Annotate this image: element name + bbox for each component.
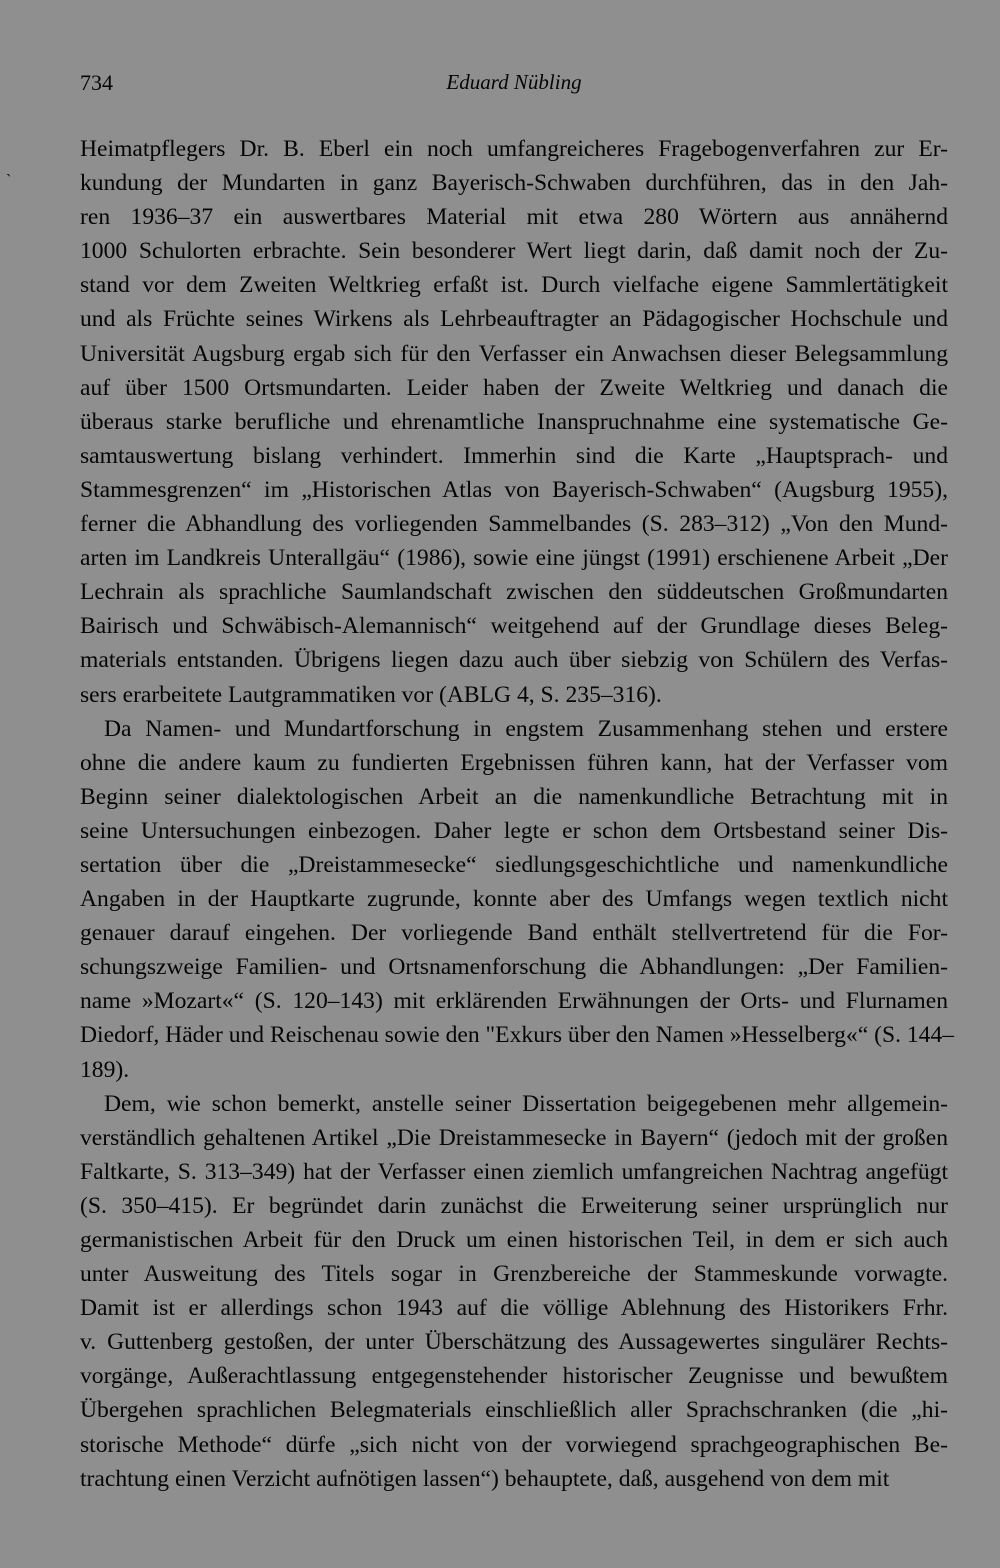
text-line: überaus starke berufliche und ehrenamtliche Inanspruchnahme eine systematische Ge-: [80, 408, 948, 435]
text-line: ferner die Abhandlung des vorliegenden Sammelbandes (S. 283–312) „Von den Mund-: [80, 511, 948, 538]
running-title: Eduard Nübling: [446, 70, 582, 94]
text-line: ren 1936–37 ein auswertbares Material mit etwa 280 Wörtern aus annähernd: [80, 204, 948, 231]
text-line: auf über 1500 Ortsmundarten. Leider haben der Zweite Weltkrieg und danach die: [80, 374, 948, 401]
text-line: 189).: [80, 1056, 130, 1083]
text-line: verständlich gehaltenen Artikel „Die Dreistammesecke in Bayern“ (jedoch mit der großen: [80, 1124, 948, 1151]
text-line: Diedorf, Häder und Reischenau sowie den "Exkurs über den Namen »Hesselberg«“ (S. 144–: [80, 1022, 955, 1049]
text-line: Dem, wie schon bemerkt, anstelle seiner Dissertation beigegebenen mehr allgemein-: [104, 1090, 948, 1117]
text-line: schungszweige Familien- und Ortsnamenforschung die Abhandlungen: „Der Familien-: [80, 954, 948, 981]
paragraph: [80, 132, 948, 712]
paragraph: [80, 1087, 948, 1496]
text-line: sers erarbeitete Lautgrammatiken vor (ABLG 4, S. 235–316).: [80, 681, 662, 708]
text-line: Da Namen- und Mundartforschung in engstem Zusammenhang stehen und erstere: [104, 715, 948, 742]
text-line: Damit ist er allerdings schon 1943 auf die völlige Ablehnung des Historikers Frhr.: [80, 1295, 948, 1322]
text-line: trachtung einen Verzicht aufnötigen lassen“) behauptete, daß, ausgehend von dem mit: [80, 1465, 890, 1492]
text-line: materials entstanden. Übrigens liegen dazu auch über siebzig von Schülern des Verfas-: [80, 647, 948, 674]
text-line: vorgänge, Außerachtlassung entgegenstehender historischer Zeugnisse und bewußtem: [80, 1363, 948, 1390]
text-line: Stammesgrenzen“ im „Historischen Atlas von Bayerisch-Schwaben“ (Augsburg 1955),: [80, 476, 948, 503]
text-line: ohne die andere kaum zu fundierten Ergebnissen führen kann, hat der Verfasser vom: [80, 749, 948, 776]
text-line: samtauswertung bislang verhindert. Immerhin sind die Karte „Hauptsprach- und: [80, 442, 948, 469]
text-line: und als Früchte seines Wirkens als Lehrbeauftragter an Pädagogischer Hochschule und: [80, 306, 948, 333]
text-line: Beginn seiner dialektologischen Arbeit an die namenkundliche Betrachtung mit in: [80, 783, 948, 810]
text-line: (S. 350–415). Er begründet darin zunächst die Erweiterung seiner ursprünglich nur: [80, 1192, 948, 1219]
text-line: 1000 Schulorten erbrachte. Sein besonderer Wert liegt darin, daß damit noch der Zu-: [80, 238, 948, 265]
text-line: germanistischen Arbeit für den Druck um einen historischen Teil, in dem er sich auch: [80, 1227, 948, 1253]
text-line: unter Ausweitung des Titels sogar in Grenzbereiche der Stammeskunde vorwagte.: [80, 1261, 948, 1288]
text-line: stand vor dem Zweiten Weltkrieg erfaßt ist. Durch vielfache eigene Sammlertätigkeit: [80, 272, 948, 299]
paragraph: [80, 712, 955, 1087]
text-line: arten im Landkreis Unterallgäu“ (1986), sowie eine jüngst (1991) erschienene Arbeit „Der: [80, 545, 948, 572]
text-line: sertation über die „Dreistammesecke“ siedlungsgeschichtliche und namenkundliche: [80, 851, 948, 878]
text-line: kundung der Mundarten in ganz Bayerisch-Schwaben durchführen, das in den Jah-: [80, 170, 948, 197]
text-line: Heimatpflegers Dr. B. Eberl ein noch umfangreicheres Fragebogenverfahren zur Er-: [80, 136, 948, 162]
text-line: seine Untersuchungen einbezogen. Daher legte er schon dem Ortsbestand seiner Dis-: [80, 817, 948, 844]
text-line: Lechrain als sprachliche Saumlandschaft zwischen den süddeutschen Großmundarten: [80, 579, 948, 606]
text-line: name »Mozart«“ (S. 120–143) mit erklärenden Erwähnungen der Orts- und Flurnamen: [80, 988, 948, 1015]
text-line: Universität Augsburg ergab sich für den Verfasser ein Anwachsen dieser Belegsammlung: [80, 340, 948, 367]
text-line: Angaben in der Hauptkarte zugrunde, konnte aber des Umfangs wegen textlich nicht: [80, 886, 948, 913]
text-line: storische Methode“ dürfe „sich nicht von der vorwiegend sprachgeographischen Be-: [80, 1431, 948, 1458]
page-number: 734: [80, 70, 113, 95]
text-line: Faltkarte, S. 313–349) hat der Verfasser einen ziemlich umfangreichen Nachtrag angefügt: [80, 1158, 948, 1185]
text-line: Bairisch und Schwäbisch-Alemannisch“ weitgehend auf der Grundlage dieses Beleg-: [80, 613, 948, 640]
text-line: genauer darauf eingehen. Der vorliegende Band enthält stellvertretend für die For-: [80, 920, 948, 947]
text-line: v. Guttenberg gestoßen, der unter Überschätzung des Aussagewertes singulärer Rechts-: [80, 1329, 948, 1356]
text-line: Übergehen sprachlichen Belegmaterials einschließlich aller Sprachschranken (die „hi-: [80, 1397, 948, 1424]
body-text: [80, 132, 955, 1496]
stray-mark: ˋ: [6, 172, 12, 189]
page-header: [80, 70, 948, 104]
